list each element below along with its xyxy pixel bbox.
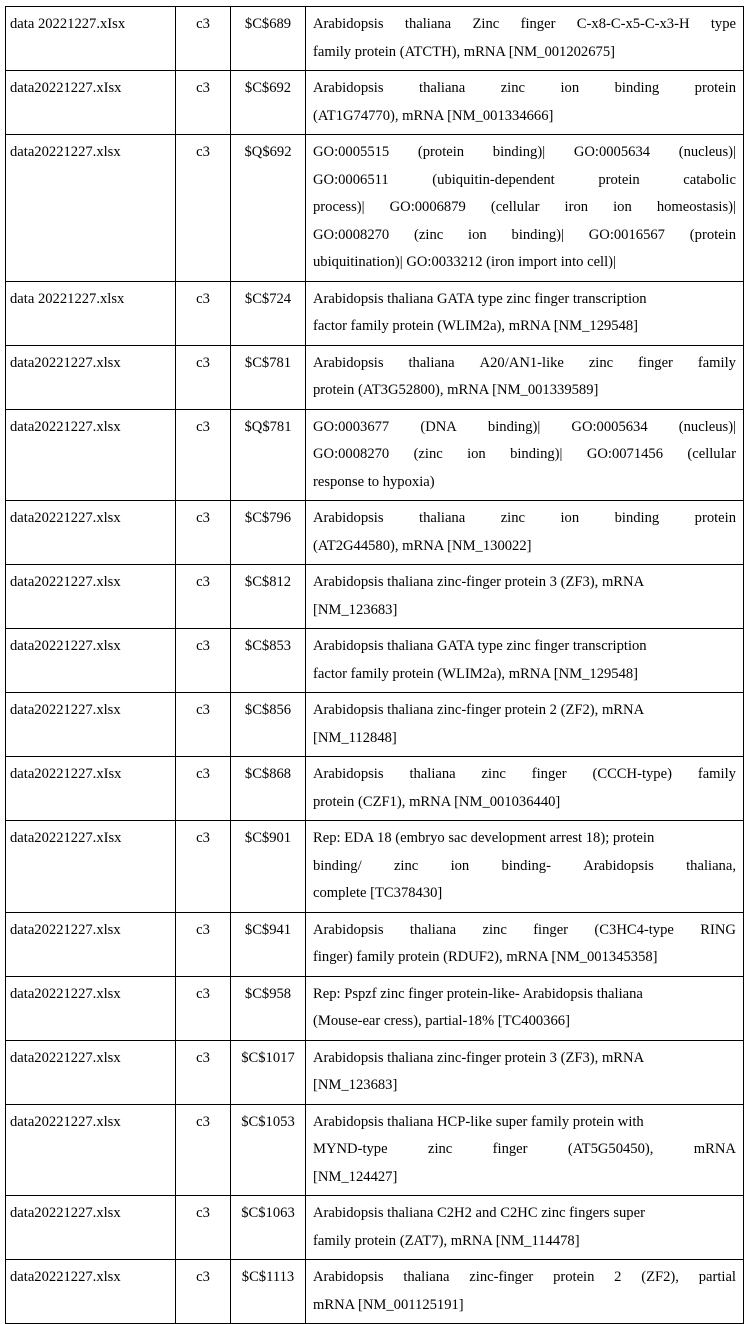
table-row bbox=[6, 976, 744, 1040]
cell-description bbox=[306, 7, 744, 71]
description-word: (CCCH-type) bbox=[592, 766, 672, 783]
description-line: Arabidopsis thaliana C2H2 and C2HC zinc fingers super bbox=[313, 1205, 645, 1221]
description-line: mRNA [NM_001125191] bbox=[313, 1296, 464, 1313]
source-file-text: data20221227.xlsx bbox=[10, 418, 121, 435]
description-word: binding bbox=[614, 510, 660, 527]
sheet-text: c3 bbox=[196, 1269, 210, 1285]
source-file-text: data20221227.xlsx bbox=[10, 354, 121, 371]
description-line: (Mouse-ear cress), partial-18% [TC400366] bbox=[313, 1013, 570, 1029]
description-line bbox=[313, 167, 736, 195]
cell-sheet bbox=[176, 409, 231, 501]
description-word: thaliana bbox=[403, 1269, 450, 1286]
description-word: ion bbox=[560, 510, 580, 527]
description-line bbox=[313, 761, 736, 789]
cell-reference bbox=[231, 501, 306, 565]
cell-source-file bbox=[6, 71, 176, 135]
cell-reference bbox=[231, 409, 306, 501]
cell-reference bbox=[231, 135, 306, 282]
description-line bbox=[313, 350, 736, 378]
description-word: ion bbox=[468, 226, 487, 243]
cell-reference-text: $C$1053 bbox=[241, 1113, 295, 1130]
cell-sheet bbox=[176, 1040, 231, 1104]
description-word: thaliana bbox=[408, 354, 455, 371]
cell-source-file bbox=[6, 501, 176, 565]
cell-description bbox=[306, 693, 744, 757]
table-row bbox=[6, 7, 744, 71]
description-word: ion bbox=[560, 80, 580, 97]
cell-description bbox=[306, 1104, 744, 1196]
sheet-text: c3 bbox=[196, 638, 210, 654]
description-line bbox=[313, 75, 736, 103]
description-word: A20/AN1-like bbox=[479, 354, 564, 371]
sheet-text: c3 bbox=[196, 985, 210, 1002]
description-word: finger bbox=[492, 1141, 528, 1158]
source-file-text: data 20221227.xIsx bbox=[10, 16, 126, 32]
description-word: finger bbox=[531, 766, 567, 783]
description-word: zinc bbox=[588, 354, 614, 371]
description-word: type bbox=[710, 16, 736, 33]
description-line bbox=[313, 917, 736, 945]
source-file-text: data 20221227.xlsx bbox=[10, 290, 125, 307]
cell-reference-text: $C$1063 bbox=[241, 1205, 295, 1221]
description-line bbox=[313, 11, 736, 39]
description-word: 2 bbox=[614, 1269, 622, 1286]
description-word: (zinc bbox=[414, 226, 444, 243]
cell-description bbox=[306, 409, 744, 501]
description-word: catabolic bbox=[683, 171, 736, 188]
description-word: (cellular bbox=[490, 199, 540, 216]
description-line: Arabidopsis thaliana zinc-finger protein 2 (ZF2), mRNA bbox=[313, 702, 645, 718]
description-word: protein bbox=[553, 1269, 595, 1286]
cell-reference bbox=[231, 912, 306, 976]
source-file-text: data20221227.xlsx bbox=[10, 985, 121, 1002]
description-word: mRNA bbox=[693, 1141, 736, 1158]
sheet-text: c3 bbox=[196, 290, 210, 307]
description-word: GO:0005634 bbox=[573, 144, 651, 161]
description-word: iron bbox=[564, 199, 589, 216]
source-file-text: data20221227.xlsx bbox=[10, 1049, 121, 1066]
description-word: ion bbox=[450, 857, 470, 874]
cell-description bbox=[306, 757, 744, 821]
cell-reference bbox=[231, 345, 306, 409]
sheet-text: c3 bbox=[196, 80, 210, 96]
cell-reference-text: $C$868 bbox=[244, 766, 292, 782]
cell-description bbox=[306, 1260, 744, 1324]
cell-description bbox=[306, 71, 744, 135]
description-line: [NM_123683] bbox=[313, 1077, 398, 1093]
source-file-text: data20221227.xIsx bbox=[10, 766, 122, 782]
cell-sheet bbox=[176, 693, 231, 757]
description-line: Arabidopsis thaliana HCP-like super family protein with bbox=[313, 1113, 644, 1130]
cell-reference bbox=[231, 1040, 306, 1104]
description-word: thaliana, bbox=[686, 857, 736, 874]
description-line: protein (CZF1), mRNA [NM_001036440] bbox=[313, 793, 561, 810]
description-line bbox=[313, 853, 736, 881]
cell-reference bbox=[231, 821, 306, 913]
table-row bbox=[6, 1260, 744, 1324]
description-word: (AT5G50450), bbox=[567, 1141, 654, 1158]
cell-source-file bbox=[6, 1104, 176, 1196]
sheet-text: c3 bbox=[196, 1113, 210, 1130]
description-word: thaliana bbox=[409, 921, 457, 938]
description-line bbox=[313, 441, 736, 469]
table-row bbox=[6, 565, 744, 629]
description-word: zinc bbox=[500, 80, 525, 97]
sheet-text: c3 bbox=[196, 766, 210, 782]
description-line: factor family protein (WLIM2a), mRNA [NM_129548] bbox=[313, 318, 639, 334]
description-line bbox=[313, 505, 736, 533]
description-line: complete [TC378430] bbox=[313, 885, 443, 901]
sheet-text: c3 bbox=[196, 1049, 210, 1066]
cell-reference-text: $C$724 bbox=[244, 290, 292, 307]
cell-sheet bbox=[176, 1104, 231, 1196]
cell-sheet bbox=[176, 501, 231, 565]
description-word: binding)| bbox=[492, 144, 546, 161]
description-word: zinc-finger bbox=[469, 1269, 534, 1286]
description-word: (nucleus)| bbox=[678, 144, 736, 161]
cell-reference-text: $C$958 bbox=[244, 985, 292, 1002]
cell-sheet bbox=[176, 71, 231, 135]
description-word: zinc bbox=[481, 766, 506, 783]
cell-reference bbox=[231, 1260, 306, 1324]
description-line bbox=[313, 414, 736, 442]
cell-sheet bbox=[176, 281, 231, 345]
cell-description bbox=[306, 281, 744, 345]
description-word: Zinc bbox=[472, 16, 500, 33]
description-word: Arabidopsis bbox=[313, 510, 384, 527]
description-word: thaliana bbox=[419, 80, 466, 97]
table-row bbox=[6, 1040, 744, 1104]
cell-description bbox=[306, 501, 744, 565]
cell-source-file bbox=[6, 345, 176, 409]
cell-sheet bbox=[176, 345, 231, 409]
description-word: GO:0006511 bbox=[313, 171, 389, 188]
cell-sheet bbox=[176, 1196, 231, 1260]
cell-description bbox=[306, 1040, 744, 1104]
cell-source-file bbox=[6, 565, 176, 629]
table-body bbox=[6, 7, 744, 1324]
description-line: Arabidopsis thaliana GATA type zinc finger transcription bbox=[313, 290, 647, 307]
cell-description bbox=[306, 912, 744, 976]
description-line: ubiquitination)| GO:0033212 (iron import into cell)| bbox=[313, 254, 616, 270]
description-word: Arabidopsis bbox=[313, 354, 384, 371]
cell-source-file bbox=[6, 409, 176, 501]
description-word: GO:0005515 bbox=[313, 144, 390, 161]
cell-description bbox=[306, 135, 744, 282]
description-line: Arabidopsis thaliana zinc-finger protein 3 (ZF3), mRNA bbox=[313, 1049, 645, 1066]
cell-reference-text: $C$812 bbox=[244, 574, 292, 590]
description-word: (ZF2), bbox=[641, 1269, 679, 1286]
description-line: Rep: Pspzf zinc finger protein-like- Arabidopsis thaliana bbox=[313, 985, 643, 1002]
description-line bbox=[313, 222, 736, 250]
cell-reference-text: $Q$781 bbox=[244, 418, 292, 435]
description-word: GO:0008270 bbox=[313, 446, 390, 463]
cell-reference bbox=[231, 1104, 306, 1196]
description-line bbox=[313, 139, 736, 167]
description-line: [NM_123683] bbox=[313, 601, 398, 618]
table-row bbox=[6, 409, 744, 501]
description-line: protein (AT3G52800), mRNA [NM_001339589] bbox=[313, 382, 599, 398]
cell-source-file bbox=[6, 912, 176, 976]
cell-description bbox=[306, 565, 744, 629]
description-word: thaliana bbox=[409, 766, 456, 783]
cell-sheet bbox=[176, 7, 231, 71]
description-line: Arabidopsis thaliana GATA type zinc finger transcription bbox=[313, 638, 647, 654]
description-word: Arabidopsis bbox=[313, 921, 384, 938]
description-line bbox=[313, 194, 736, 222]
cell-reference-text: $C$796 bbox=[244, 510, 292, 526]
description-word: Arabidopsis bbox=[313, 766, 384, 783]
cell-sheet bbox=[176, 1260, 231, 1324]
description-word: finger bbox=[638, 354, 673, 371]
cell-source-file bbox=[6, 7, 176, 71]
cell-description bbox=[306, 976, 744, 1040]
source-file-text: data20221227.xIsx bbox=[10, 830, 122, 846]
cell-reference-text: $Q$692 bbox=[244, 144, 292, 160]
cell-reference bbox=[231, 565, 306, 629]
description-word: finger bbox=[520, 16, 556, 33]
description-line bbox=[313, 1136, 736, 1164]
cell-source-file bbox=[6, 757, 176, 821]
description-line: (AT1G74770), mRNA [NM_001334666] bbox=[313, 107, 554, 124]
description-word: protein bbox=[694, 510, 736, 527]
description-word: MYND-type bbox=[313, 1141, 388, 1158]
description-word: finger bbox=[533, 921, 569, 938]
cell-source-file bbox=[6, 693, 176, 757]
cell-source-file bbox=[6, 821, 176, 913]
description-word: GO:0005634 bbox=[571, 418, 648, 435]
description-line: Rep: EDA 18 (embryo sac development arrest 18); protein bbox=[313, 830, 655, 846]
cell-sheet bbox=[176, 629, 231, 693]
cell-reference-text: $C$689 bbox=[244, 16, 292, 32]
description-word: (protein bbox=[417, 144, 465, 161]
cell-sheet bbox=[176, 565, 231, 629]
description-word: (DNA bbox=[420, 418, 457, 435]
cell-description bbox=[306, 345, 744, 409]
cell-reference bbox=[231, 757, 306, 821]
description-line: (AT2G44580), mRNA [NM_130022] bbox=[313, 537, 532, 554]
description-word: GO:0016567 bbox=[588, 226, 665, 243]
cell-reference bbox=[231, 1196, 306, 1260]
description-word: zinc bbox=[482, 921, 507, 938]
description-word: RING bbox=[700, 921, 736, 938]
cell-source-file bbox=[6, 1260, 176, 1324]
description-word: (ubiquitin-dependent bbox=[432, 171, 555, 188]
description-line: response to hypoxia) bbox=[313, 473, 435, 490]
table-row bbox=[6, 1104, 744, 1196]
source-file-text: data20221227.xlsx bbox=[10, 510, 121, 526]
cell-reference-text: $C$901 bbox=[244, 830, 292, 846]
description-word: (protein bbox=[689, 226, 736, 243]
cell-description bbox=[306, 1196, 744, 1260]
description-word: Arabidopsis bbox=[583, 857, 654, 874]
description-word: binding bbox=[614, 80, 660, 97]
description-line: Arabidopsis thaliana zinc-finger protein 3 (ZF3), mRNA bbox=[313, 574, 645, 590]
cell-description bbox=[306, 821, 744, 913]
cell-reference-text: $C$692 bbox=[244, 80, 292, 96]
table-row bbox=[6, 629, 744, 693]
source-file-text: data20221227.xlsx bbox=[10, 1113, 121, 1130]
description-word: family bbox=[697, 766, 736, 783]
cell-reference bbox=[231, 281, 306, 345]
description-word: Arabidopsis bbox=[313, 16, 384, 33]
description-line bbox=[313, 1264, 736, 1292]
description-word: GO:0006879 bbox=[389, 199, 466, 216]
sheet-text: c3 bbox=[196, 418, 210, 435]
table-row bbox=[6, 757, 744, 821]
cell-source-file bbox=[6, 135, 176, 282]
cell-reference-text: $C$781 bbox=[244, 354, 292, 371]
source-file-text: data20221227.xlsx bbox=[10, 574, 121, 590]
description-word: thaliana bbox=[419, 510, 466, 527]
cell-reference bbox=[231, 7, 306, 71]
cell-sheet bbox=[176, 912, 231, 976]
cell-reference-text: $C$1017 bbox=[241, 1049, 295, 1066]
cell-source-file bbox=[6, 1196, 176, 1260]
description-word: (zinc bbox=[413, 446, 443, 463]
table-row bbox=[6, 135, 744, 282]
description-word: partial bbox=[698, 1269, 736, 1286]
description-word: Arabidopsis bbox=[313, 80, 384, 97]
table-row bbox=[6, 912, 744, 976]
cell-sheet bbox=[176, 821, 231, 913]
description-word: GO:0071456 bbox=[586, 446, 664, 463]
gene-annotation-table bbox=[5, 6, 744, 1324]
sheet-text: c3 bbox=[196, 16, 210, 32]
description-line: finger) family protein (RDUF2), mRNA [NM_001345358] bbox=[313, 949, 658, 965]
description-word: (nucleus)| bbox=[678, 418, 736, 435]
source-file-text: data20221227.xIsx bbox=[10, 80, 122, 96]
description-word: ion bbox=[613, 199, 632, 216]
sheet-text: c3 bbox=[196, 574, 210, 590]
cell-reference bbox=[231, 629, 306, 693]
description-word: protein bbox=[598, 171, 640, 188]
description-word: (cellular bbox=[687, 446, 736, 463]
sheet-text: c3 bbox=[196, 354, 210, 371]
cell-sheet bbox=[176, 757, 231, 821]
cell-reference bbox=[231, 976, 306, 1040]
cell-reference bbox=[231, 71, 306, 135]
description-line: [NM_124427] bbox=[313, 1168, 398, 1185]
description-word: thaliana bbox=[404, 16, 452, 33]
cell-reference-text: $C$1113 bbox=[241, 1269, 295, 1285]
description-word: binding)| bbox=[511, 226, 564, 243]
cell-source-file bbox=[6, 281, 176, 345]
description-word: C-x8-C-x5-C-x3-H bbox=[576, 16, 690, 33]
cell-sheet bbox=[176, 976, 231, 1040]
description-word: GO:0003677 bbox=[313, 418, 390, 435]
description-word: homeostasis)| bbox=[656, 199, 736, 216]
cell-description bbox=[306, 629, 744, 693]
description-word: zinc bbox=[427, 1141, 453, 1158]
description-word: family bbox=[697, 354, 736, 371]
description-word: zinc bbox=[500, 510, 525, 527]
description-word: process)| bbox=[313, 199, 365, 216]
cell-source-file bbox=[6, 1040, 176, 1104]
description-line: family protein (ZAT7), mRNA [NM_114478] bbox=[313, 1232, 580, 1249]
table-row bbox=[6, 693, 744, 757]
source-file-text: data20221227.xlsx bbox=[10, 1205, 121, 1221]
description-line: [NM_112848] bbox=[313, 729, 397, 746]
sheet-text: c3 bbox=[196, 144, 210, 160]
description-word: (C3HC4-type bbox=[594, 921, 674, 938]
sheet-text: c3 bbox=[196, 830, 210, 846]
table-row bbox=[6, 71, 744, 135]
description-word: binding- bbox=[501, 857, 551, 874]
table-row bbox=[6, 281, 744, 345]
cell-source-file bbox=[6, 629, 176, 693]
description-word: binding/ bbox=[313, 857, 362, 874]
table-row bbox=[6, 345, 744, 409]
sheet-text: c3 bbox=[196, 702, 210, 718]
source-file-text: data20221227.xlsx bbox=[10, 638, 121, 654]
source-file-text: data20221227.xlsx bbox=[10, 702, 121, 718]
description-line: factor family protein (WLIM2a), mRNA [NM_129548] bbox=[313, 665, 639, 682]
description-word: binding)| bbox=[487, 418, 541, 435]
description-word: ion bbox=[467, 446, 486, 463]
table-row bbox=[6, 501, 744, 565]
source-file-text: data20221227.xlsx bbox=[10, 1269, 121, 1285]
cell-reference-text: $C$853 bbox=[244, 638, 292, 654]
sheet-text: c3 bbox=[196, 510, 210, 526]
description-line: family protein (ATCTH), mRNA [NM_001202675] bbox=[313, 43, 615, 60]
cell-reference-text: $C$941 bbox=[244, 921, 292, 938]
source-file-text: data20221227.xlsx bbox=[10, 921, 121, 938]
table-row bbox=[6, 1196, 744, 1260]
description-word: zinc bbox=[393, 857, 419, 874]
description-word: Arabidopsis bbox=[313, 1269, 384, 1286]
cell-source-file bbox=[6, 976, 176, 1040]
sheet-text: c3 bbox=[196, 921, 210, 938]
cell-reference bbox=[231, 693, 306, 757]
cell-reference-text: $C$856 bbox=[244, 702, 292, 718]
cell-sheet bbox=[176, 135, 231, 282]
description-word: binding)| bbox=[510, 446, 563, 463]
description-word: GO:0008270 bbox=[313, 226, 390, 243]
description-word: protein bbox=[694, 80, 736, 97]
sheet-text: c3 bbox=[196, 1205, 210, 1221]
source-file-text: data20221227.xlsx bbox=[10, 144, 121, 160]
table-row bbox=[6, 821, 744, 913]
